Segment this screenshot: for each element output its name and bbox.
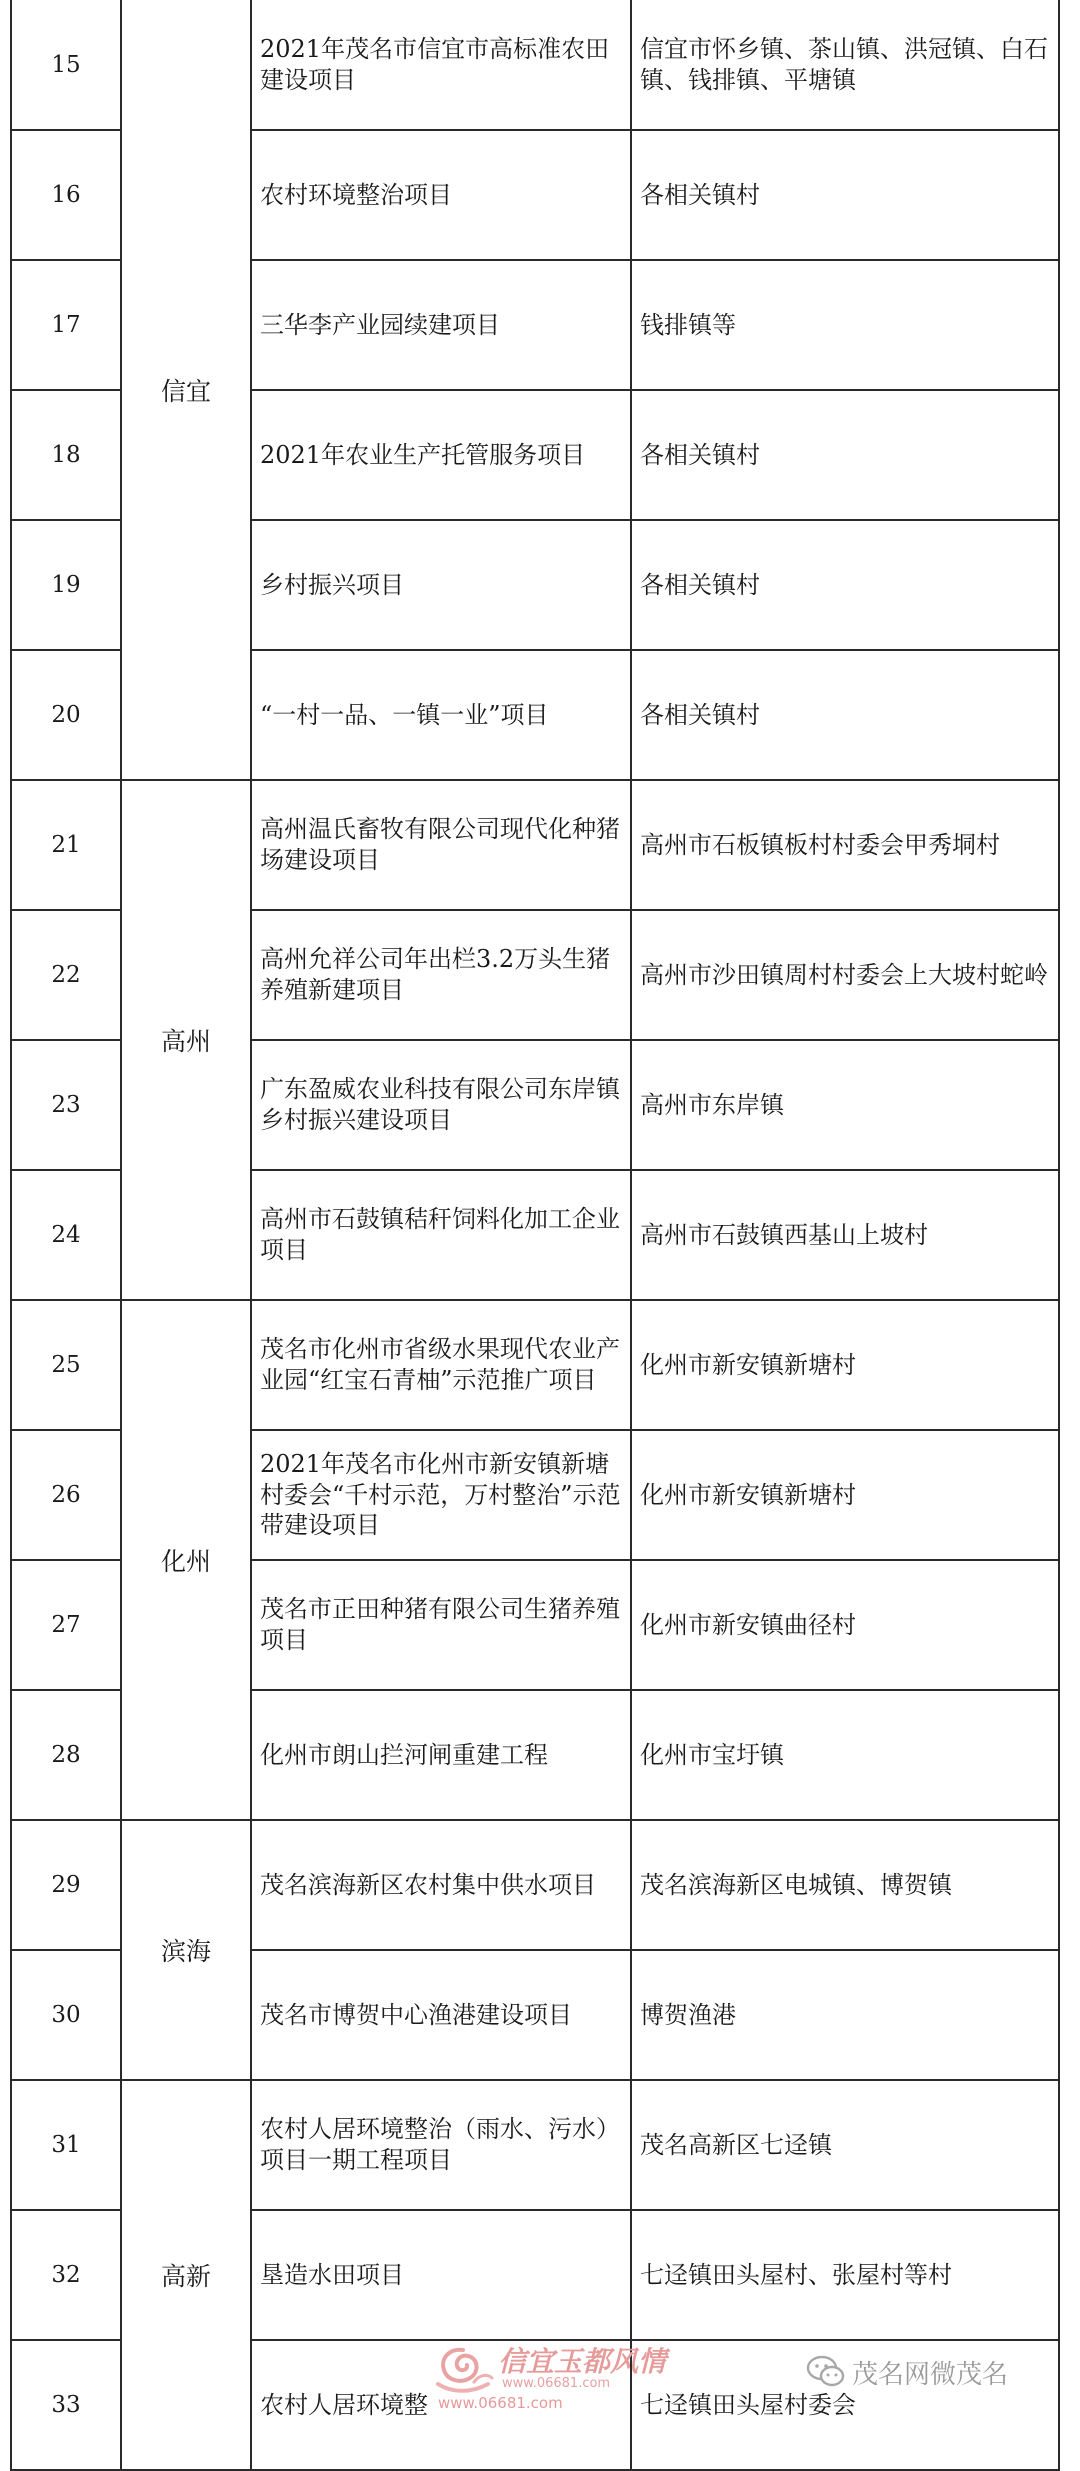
site-watermark (430, 2336, 680, 2416)
row-number: 18 (11, 390, 121, 520)
wechat-account-watermark (806, 2352, 1008, 2392)
project-name: “一村一品、一镇一业”项目 (251, 650, 631, 780)
project-name: 高州允祥公司年出栏3.2万头生猪养殖新建项目 (251, 910, 631, 1040)
project-name: 茂名市博贺中心渔港建设项目 (251, 1950, 631, 2080)
wechat-account-label: 茂名网微茂名 (852, 2359, 1009, 2390)
table-row (11, 1820, 1059, 1950)
project-location: 化州市新安镇新塘村 (631, 1430, 1059, 1560)
row-number: 23 (11, 1040, 121, 1170)
project-name: 乡村振兴项目 (251, 520, 631, 650)
project-name: 茂名滨海新区农村集中供水项目 (251, 1820, 631, 1950)
project-location: 化州市新安镇曲径村 (631, 1560, 1059, 1690)
row-number: 19 (11, 520, 121, 650)
rose-logo-icon (430, 2344, 496, 2398)
project-name: 高州温氏畜牧有限公司现代化种猪场建设项目 (251, 780, 631, 910)
table-row (11, 2080, 1059, 2210)
project-name: 化州市朗山拦河闸重建工程 (251, 1690, 631, 1820)
row-number: 28 (11, 1690, 121, 1820)
table-row (11, 0, 1059, 130)
project-name: 2021年茂名市信宜市高标准农田建设项目 (251, 0, 631, 130)
project-location: 钱排镇等 (631, 260, 1059, 390)
project-name: 2021年茂名市化州市新安镇新塘村委会“千村示范，万村整治”示范带建设项目 (251, 1430, 631, 1560)
project-location: 博贺渔港 (631, 1950, 1059, 2080)
project-location: 化州市新安镇新塘村 (631, 1300, 1059, 1430)
row-number: 21 (11, 780, 121, 910)
project-name: 茂名市正田种猪有限公司生猪养殖项目 (251, 1560, 631, 1690)
project-location: 高州市东岸镇 (631, 1040, 1059, 1170)
project-name: 农村环境整治项目 (251, 130, 631, 260)
row-number: 25 (11, 1300, 121, 1430)
project-location: 高州市石板镇板村村委会甲秀垌村 (631, 780, 1059, 910)
watermark-title: 信宜玉都风情 (498, 2345, 667, 2378)
project-name: 茂名市化州市省级水果现代农业产业园“红宝石青柚”示范推广项目 (251, 1300, 631, 1430)
project-location: 茂名滨海新区电城镇、博贺镇 (631, 1820, 1059, 1950)
row-number: 15 (11, 0, 121, 130)
row-number: 32 (11, 2210, 121, 2340)
project-location: 各相关镇村 (631, 650, 1059, 780)
project-table (10, 0, 1060, 2471)
table-row (11, 780, 1059, 910)
row-number: 17 (11, 260, 121, 390)
project-name: 农村人居环境整治（雨水、污水）项目一期工程项目 (251, 2080, 631, 2210)
row-number: 31 (11, 2080, 121, 2210)
region-cell: 化州 (121, 1300, 251, 1820)
region-cell: 高州 (121, 780, 251, 1300)
project-location: 七迳镇田头屋村委会 (631, 2340, 1059, 2470)
region-cell: 高新 (121, 2080, 251, 2470)
row-number: 29 (11, 1820, 121, 1950)
project-name: 2021年农业生产托管服务项目 (251, 390, 631, 520)
watermark-url-top: www.06681.com (502, 2376, 611, 2391)
project-location: 各相关镇村 (631, 390, 1059, 520)
table-row (11, 1300, 1059, 1430)
project-location: 茂名高新区七迳镇 (631, 2080, 1059, 2210)
project-location: 各相关镇村 (631, 520, 1059, 650)
project-name: 三华李产业园续建项目 (251, 260, 631, 390)
row-number: 22 (11, 910, 121, 1040)
row-number: 27 (11, 1560, 121, 1690)
watermark-url-bottom: www.06681.com (438, 2394, 563, 2412)
wechat-icon (806, 2354, 846, 2390)
project-location: 化州市宝圩镇 (631, 1690, 1059, 1820)
project-name: 垦造水田项目 (251, 2210, 631, 2340)
region-cell: 滨海 (121, 1820, 251, 2080)
project-name: 高州市石鼓镇秸秆饲料化加工企业项目 (251, 1170, 631, 1300)
row-number: 33 (11, 2340, 121, 2470)
row-number: 16 (11, 130, 121, 260)
project-location: 高州市沙田镇周村村委会上大坡村蛇岭 (631, 910, 1059, 1040)
project-location: 七迳镇田头屋村、张屋村等村 (631, 2210, 1059, 2340)
project-name: 广东盈威农业科技有限公司东岸镇乡村振兴建设项目 (251, 1040, 631, 1170)
row-number: 30 (11, 1950, 121, 2080)
project-location: 高州市石鼓镇西基山上坡村 (631, 1170, 1059, 1300)
project-location: 各相关镇村 (631, 130, 1059, 260)
project-name: 农村人居环境整 (251, 2340, 631, 2470)
row-number: 20 (11, 650, 121, 780)
row-number: 26 (11, 1430, 121, 1560)
row-number: 24 (11, 1170, 121, 1300)
project-location: 信宜市怀乡镇、茶山镇、洪冠镇、白石镇、钱排镇、平塘镇 (631, 0, 1059, 130)
region-cell: 信宜 (121, 0, 251, 780)
